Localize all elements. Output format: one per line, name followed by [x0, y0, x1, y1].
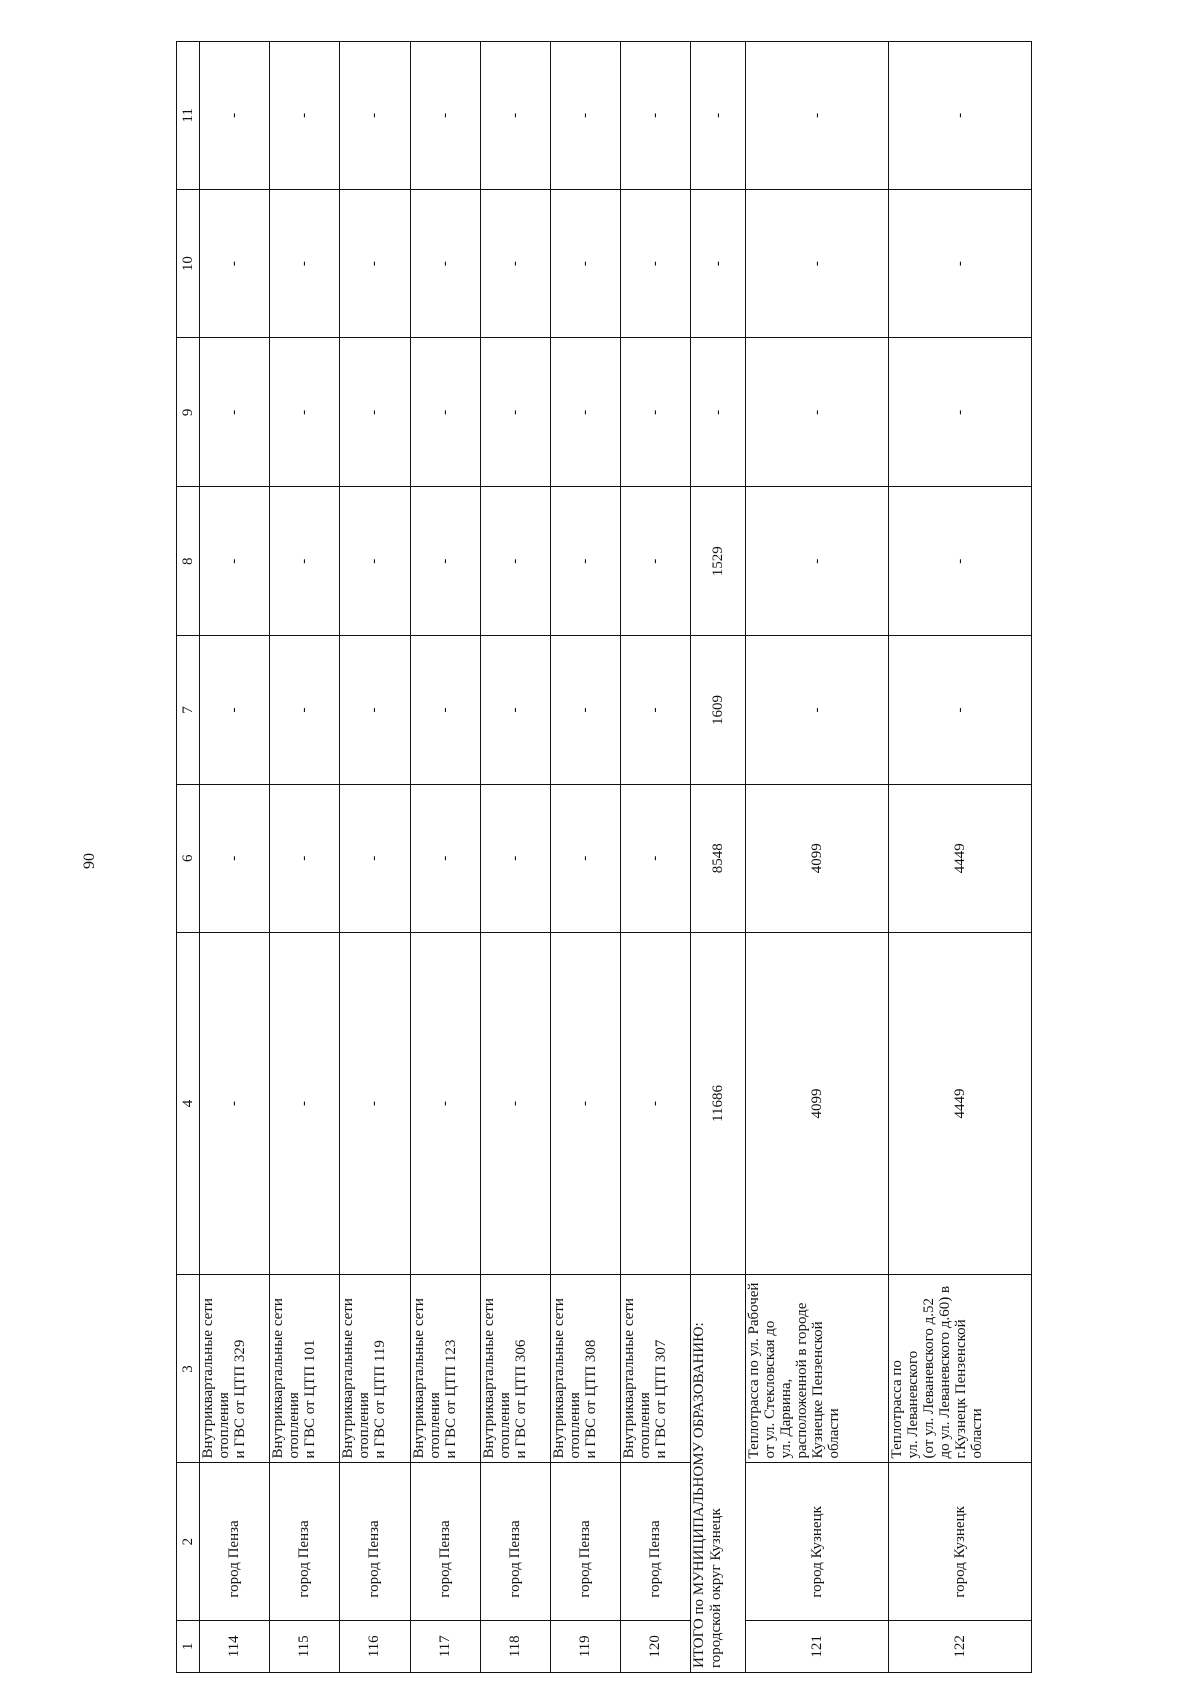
col-4-value: -	[270, 932, 340, 1275]
object-name-line: Теплотрасса по ул. Рабочей	[746, 1282, 763, 1459]
total-col-4: 11686	[691, 932, 746, 1275]
col-4-value: -	[410, 932, 480, 1275]
col-7-value: -	[621, 636, 691, 785]
col-4-value: 4099	[746, 932, 889, 1275]
object-name-line: Внутриквартальные сети	[550, 1298, 567, 1459]
object-name	[550, 1275, 620, 1463]
settlement: город Кузнецк	[889, 1463, 1032, 1620]
object-name-line: от ул. Стекловская до	[762, 1320, 779, 1459]
col-7-value: -	[200, 636, 270, 785]
col-4-value: -	[340, 932, 410, 1275]
col-6-value: -	[200, 784, 270, 932]
header-col-7: 7	[177, 636, 200, 785]
col-10-value: -	[410, 189, 480, 338]
object-name-line: Внутриквартальные сети	[340, 1298, 357, 1459]
header-col-1: 1	[177, 1620, 200, 1672]
col-6-value: -	[410, 784, 480, 932]
col-10-value: -	[621, 189, 691, 338]
col-9-value: -	[270, 338, 340, 487]
col-10-value: -	[340, 189, 410, 338]
object-name-line: отопления	[496, 1392, 513, 1459]
settlement: город Пенза	[621, 1463, 691, 1620]
header-col-10: 10	[177, 189, 200, 338]
object-name-line: отопления	[426, 1392, 443, 1459]
settlement: город Пенза	[550, 1463, 620, 1620]
table-row	[621, 42, 691, 1673]
object-name-line: Внутриквартальные сети	[621, 1298, 638, 1459]
total-col-8: 1529	[691, 487, 746, 636]
table-row	[410, 42, 480, 1673]
table-row	[550, 42, 620, 1673]
col-8-value: -	[410, 487, 480, 636]
row-number: 121	[746, 1620, 889, 1672]
object-name-line: области	[826, 1408, 843, 1459]
object-name	[621, 1275, 691, 1463]
settlement: город Пенза	[340, 1463, 410, 1620]
col-10-value: -	[889, 189, 1032, 338]
col-9-value: -	[410, 338, 480, 487]
col-8-value: -	[746, 487, 889, 636]
col-11-value: -	[550, 42, 620, 190]
object-name-line: и ГВС от ЦТП 119	[372, 1340, 389, 1459]
settlement: город Пенза	[410, 1463, 480, 1620]
table-row	[340, 42, 410, 1673]
object-name-line: и ГВС от ЦТП 306	[512, 1339, 529, 1459]
object-name-line: области	[969, 1408, 986, 1459]
object-name-line: Внутриквартальные сети	[270, 1298, 287, 1459]
total-col-9: -	[691, 338, 746, 487]
col-10-value: -	[480, 189, 550, 338]
col-10-value: -	[200, 189, 270, 338]
col-7-value: -	[550, 636, 620, 785]
table-row	[889, 42, 1032, 1673]
col-8-value: -	[200, 487, 270, 636]
col-4-value: -	[480, 932, 550, 1275]
col-7-value: -	[746, 636, 889, 785]
total-col-7: 1609	[691, 636, 746, 785]
row-number: 115	[270, 1620, 340, 1672]
table-row	[270, 42, 340, 1673]
settlement: город Кузнецк	[746, 1463, 889, 1620]
object-name	[200, 1275, 270, 1463]
col-9-value: -	[746, 338, 889, 487]
col-4-value: -	[621, 932, 691, 1275]
col-11-value: -	[340, 42, 410, 190]
object-name-line: Кузнецке Пензенской	[810, 1321, 827, 1459]
object-name-line: отопления	[216, 1392, 232, 1459]
total-col-11: -	[691, 42, 746, 190]
object-name	[340, 1275, 410, 1463]
object-name-line: и ГВС от ЦТП 307	[653, 1339, 670, 1459]
object-name-line: и ГВС от ЦТП 308	[582, 1339, 599, 1459]
col-11-value: -	[889, 42, 1032, 190]
total-label	[691, 1275, 746, 1673]
col-7-value: -	[410, 636, 480, 785]
col-9-value: -	[340, 338, 410, 487]
col-8-value: -	[480, 487, 550, 636]
col-6-value: -	[550, 784, 620, 932]
col-6-value: 4099	[746, 784, 889, 932]
object-name	[746, 1275, 889, 1463]
object-name-line: расположенной в городе	[794, 1302, 811, 1459]
object-name-line: и ГВС от ЦТП 101	[302, 1339, 319, 1459]
object-name-line: г.Кузнецк Пензенской	[953, 1319, 970, 1459]
row-number: 120	[621, 1620, 691, 1672]
col-4-value: 4449	[889, 932, 1032, 1275]
header-col-2: 2	[177, 1463, 200, 1620]
row-number: 118	[480, 1620, 550, 1672]
row-number: 114	[200, 1620, 270, 1672]
col-11-value: -	[621, 42, 691, 190]
row-number: 119	[550, 1620, 620, 1672]
object-name-line: и ГВС от ЦТП 329	[232, 1339, 248, 1459]
settlement: город Пенза	[200, 1463, 270, 1620]
col-9-value: -	[200, 338, 270, 487]
header-col-11: 11	[177, 42, 200, 190]
total-col-6: 8548	[691, 784, 746, 932]
object-name-line: отопления	[637, 1392, 654, 1459]
total-label-line: ИТОГО по МУНИЦИПАЛЬНОМУ ОБРАЗОВАНИЮ:	[691, 1322, 708, 1668]
col-8-value: -	[889, 487, 1032, 636]
object-name-line: Теплотрасса по	[889, 1360, 906, 1459]
header-col-3: 3	[177, 1275, 200, 1463]
col-7-value: -	[889, 636, 1032, 785]
col-10-value: -	[270, 189, 340, 338]
object-name-line: ул. Леваневского	[905, 1350, 922, 1459]
header-col-8: 8	[177, 487, 200, 636]
col-8-value: -	[340, 487, 410, 636]
object-name	[480, 1275, 550, 1463]
row-number: 122	[889, 1620, 1032, 1672]
col-6-value: -	[621, 784, 691, 932]
col-10-value: -	[746, 189, 889, 338]
col-9-value: -	[550, 338, 620, 487]
col-9-value: -	[480, 338, 550, 487]
col-9-value: -	[889, 338, 1032, 487]
col-11-value: -	[746, 42, 889, 190]
table-row	[746, 42, 889, 1673]
col-8-value: -	[550, 487, 620, 636]
table-row	[480, 42, 550, 1673]
col-4-value: -	[550, 932, 620, 1275]
col-10-value: -	[550, 189, 620, 338]
object-name-line: Внутриквартальные сети	[480, 1298, 497, 1459]
object-name-line: отопления	[356, 1392, 373, 1459]
total-col-10: -	[691, 189, 746, 338]
col-11-value: -	[480, 42, 550, 190]
row-number: 117	[410, 1620, 480, 1672]
col-8-value: -	[270, 487, 340, 636]
col-7-value: -	[340, 636, 410, 785]
col-11-value: -	[410, 42, 480, 190]
object-name-line: Внутриквартальные сети	[410, 1298, 427, 1459]
settlement: город Пенза	[270, 1463, 340, 1620]
object-name-line: отопления	[566, 1392, 583, 1459]
object-name	[410, 1275, 480, 1463]
object-name-line: Внутриквартальные сети	[200, 1298, 216, 1459]
object-name	[270, 1275, 340, 1463]
col-4-value: -	[200, 932, 270, 1275]
object-name	[889, 1275, 1032, 1463]
object-name-line: ул. Дарвина,	[778, 1378, 795, 1459]
header-col-4: 4	[177, 932, 200, 1275]
header-col-6: 6	[177, 784, 200, 932]
page-number: 90	[81, 853, 98, 869]
col-7-value: -	[270, 636, 340, 785]
header-row	[177, 42, 200, 1673]
col-7-value: -	[480, 636, 550, 785]
col-6-value: -	[340, 784, 410, 932]
header-col-9: 9	[177, 338, 200, 487]
table-row	[200, 42, 270, 1673]
col-8-value: -	[621, 487, 691, 636]
col-11-value: -	[200, 42, 270, 190]
col-6-value: 4449	[889, 784, 1032, 932]
data-table	[176, 41, 1032, 1673]
col-9-value: -	[621, 338, 691, 487]
col-11-value: -	[270, 42, 340, 190]
total-label-line: городской округ Кузнецк	[708, 1508, 725, 1668]
col-6-value: -	[480, 784, 550, 932]
object-name-line: и ГВС от ЦТП 123	[442, 1339, 459, 1459]
total-row	[691, 42, 746, 1673]
object-name-line: (от ул. Леваневского д.52	[921, 1298, 938, 1459]
settlement: город Пенза	[480, 1463, 550, 1620]
object-name-line: отопления	[286, 1392, 303, 1459]
col-6-value: -	[270, 784, 340, 932]
object-name-line: до ул. Леваневского д.60) в	[937, 1285, 954, 1459]
rotated-table-container	[176, 41, 1032, 1673]
row-number: 116	[340, 1620, 410, 1672]
